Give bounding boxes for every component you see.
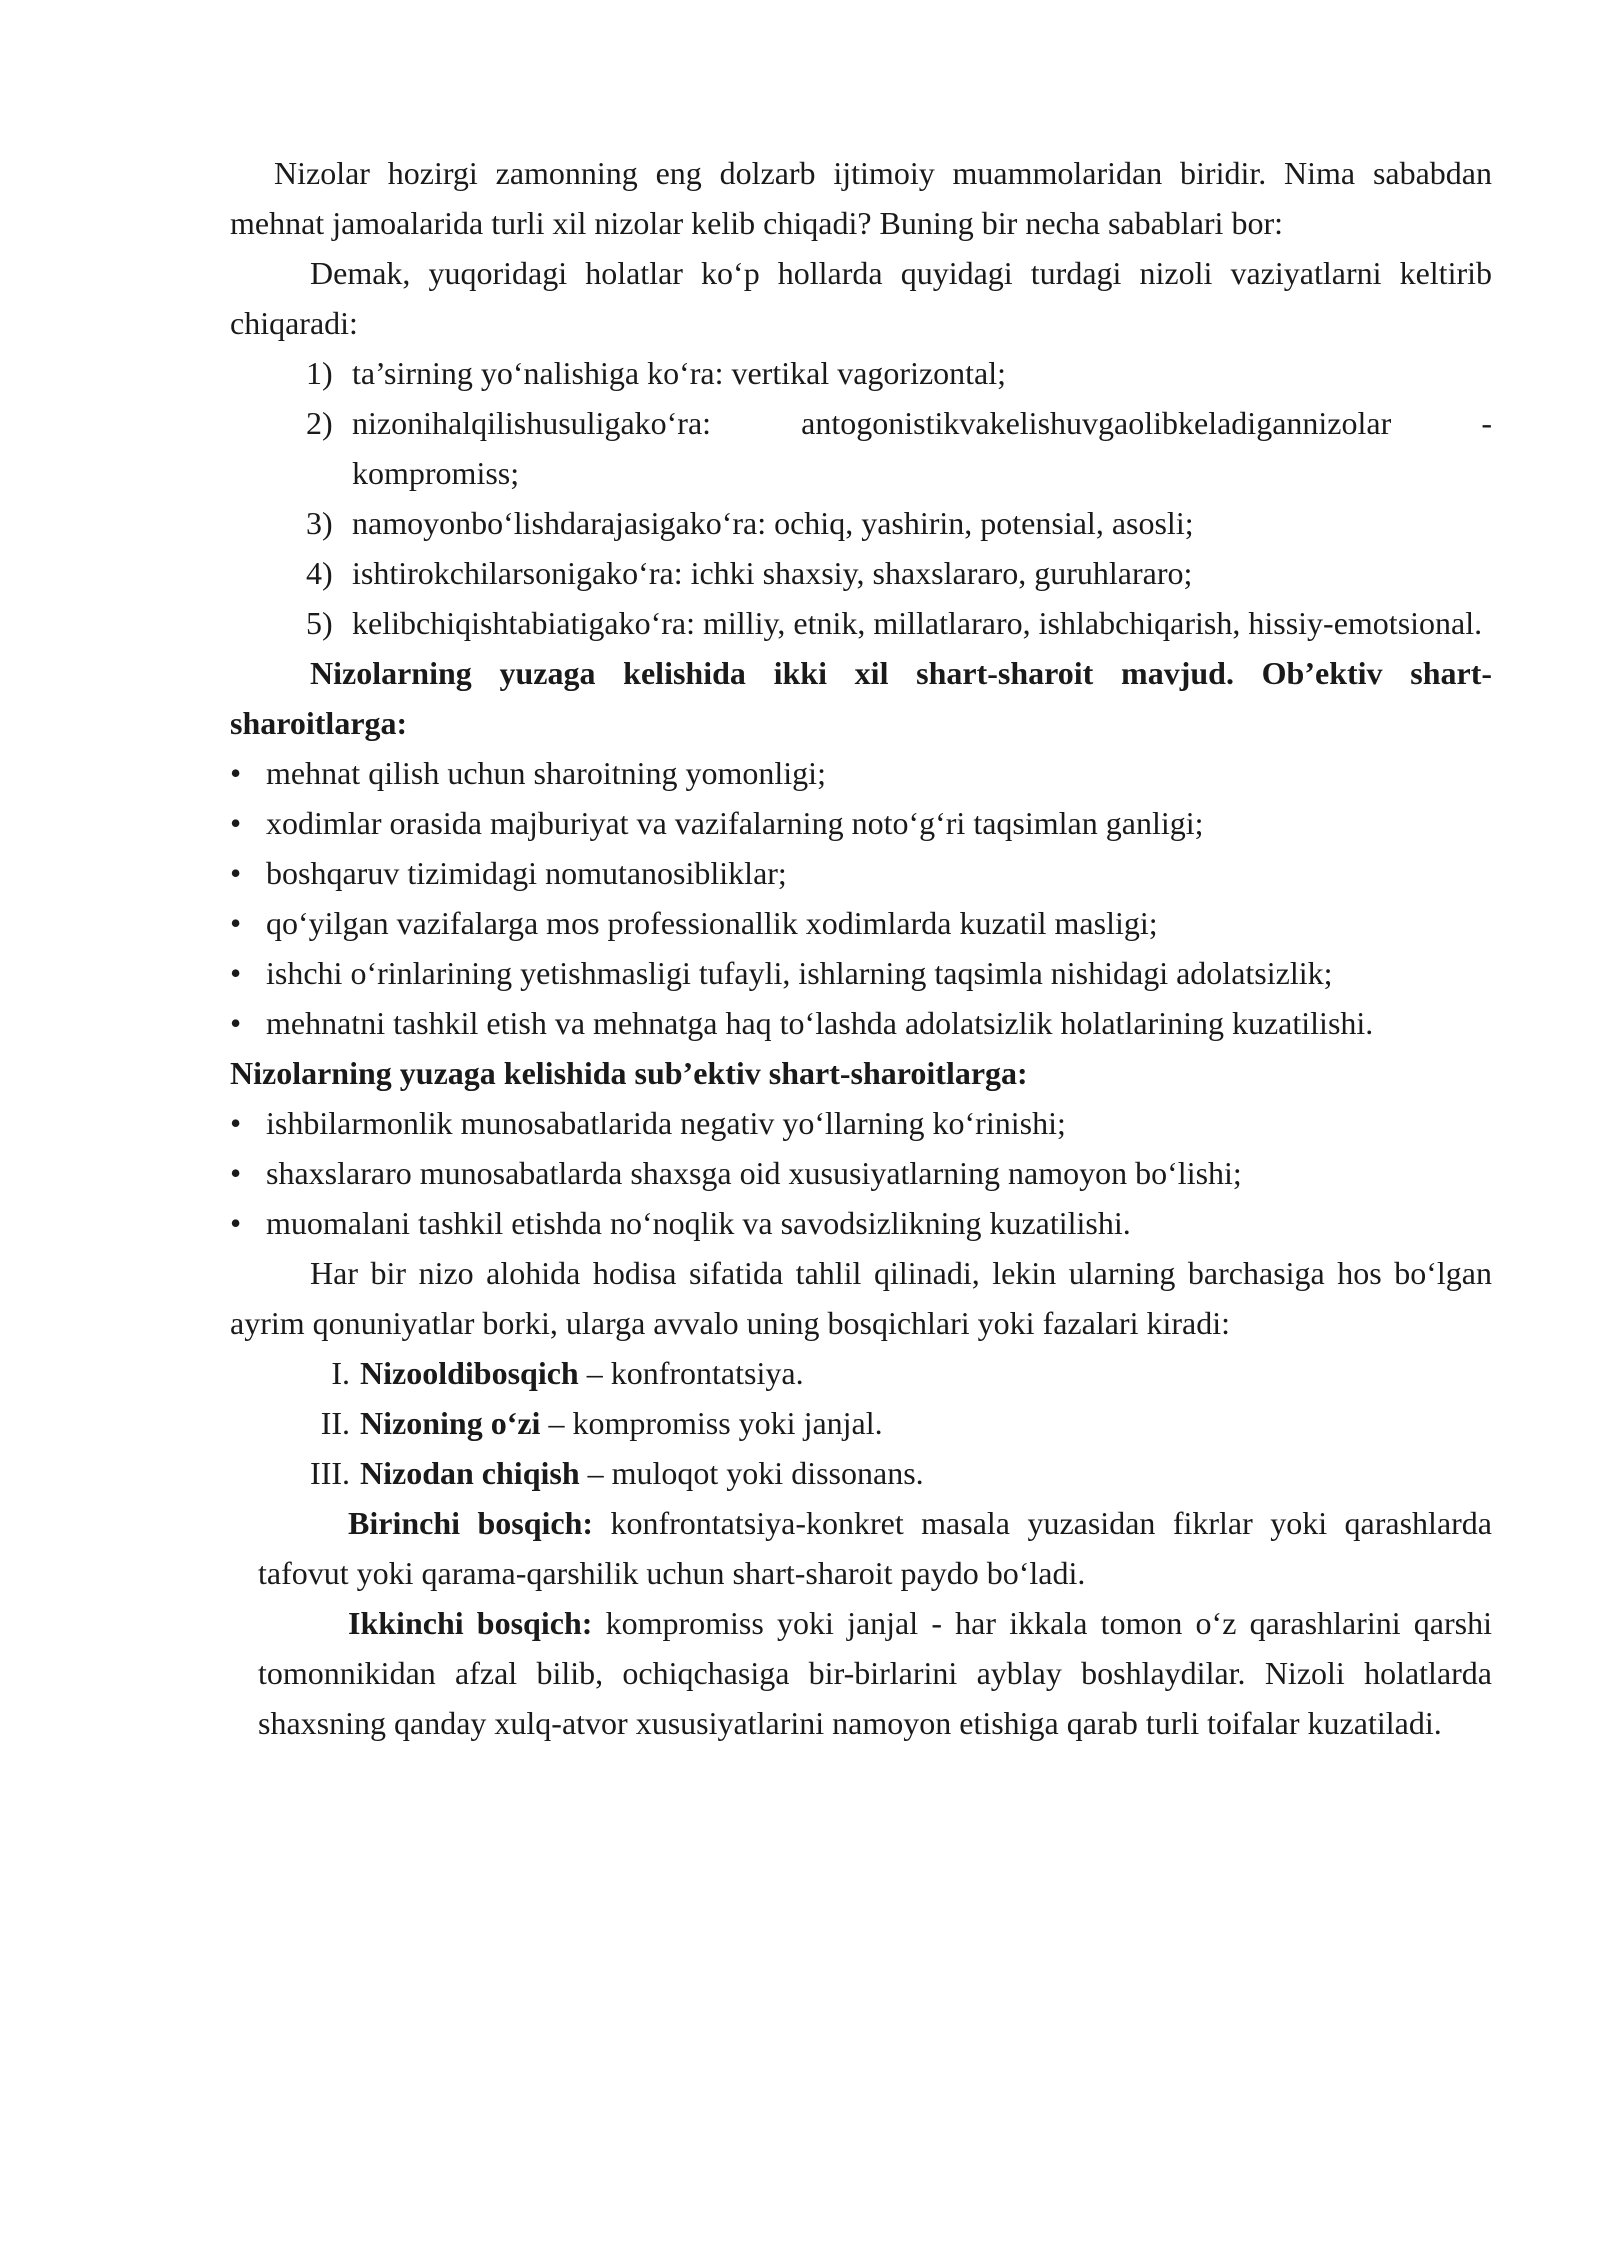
- list-number: 3): [306, 505, 333, 541]
- list-item: [306, 548, 1492, 598]
- intro-paragraph-2: Demak, yuqoridagi holatlar koʻp hollarda quyidagi turdagi nizoli vaziyatlarni keltirib chiqaradi:: [230, 255, 1492, 341]
- objective-heading: [230, 648, 1492, 748]
- stage-title: Ikkinchi bosqich:: [348, 1605, 593, 1641]
- list-number: 4): [306, 555, 333, 591]
- phase-description: – muloqot yoki dissonans.: [579, 1455, 924, 1491]
- bullet-icon: •: [230, 905, 242, 941]
- stage-text: kompromiss yoki janjal - har ikkala tomon oʻz qarashlarini qarshi tomonnikidan afzal bilib, ochiqchasiga bir-birlarini ayblay boshlaydilar. Nizoli holatlarda shaxsning qanday xulq-atvor xususiyatlarini namoyon etishiga qarab turli toifalar kuzatiladi.: [258, 1605, 1493, 1741]
- list-text: namoyonboʻlishdarajasigakoʻra: ochiq, yashirin, potensial, asosli;: [352, 505, 1194, 541]
- stage-paragraph-1: [258, 1498, 1492, 1598]
- bullet-item: [230, 998, 1492, 1048]
- bullet-icon: •: [230, 855, 242, 891]
- subjective-bullet-list: [230, 1098, 1492, 1248]
- bullet-icon: •: [230, 1105, 242, 1141]
- objective-bullet-list: [230, 748, 1492, 1048]
- bullet-icon: •: [230, 755, 242, 791]
- list-text: kelibchiqishtabiatigakoʻra: milliy, etnik, millatlararo, ishlabchiqarish, hissiy-emotsional.: [352, 605, 1483, 641]
- list-text: ishtirokchilarsonigakoʻra: ichki shaxsiy, shaxslararo, guruhlararo;: [352, 555, 1193, 591]
- bullet-text: xodimlar orasida majburiyat va vazifalarning notoʻgʻri taqsimlan ganligi;: [266, 805, 1204, 841]
- stage-paragraph-2: [258, 1598, 1492, 1748]
- bullet-text: qoʻyilgan vazifalarga mos professionallik xodimlarda kuzatil masligi;: [266, 905, 1158, 941]
- phases-intro-paragraph: Har bir nizo alohida hodisa sifatida tahlil qilinadi, lekin ularning barchasiga hos boʻlgan ayrim qonuniyatlar borki, ularga avvalo uning bosqichlari yoki fazalari kiradi:: [230, 1255, 1492, 1341]
- bullet-text: ishbilarmonlik munosabatlarida negativ yoʻllarning koʻrinishi;: [266, 1105, 1066, 1141]
- bullet-item: [230, 948, 1492, 998]
- phase-title: Nizoning oʻzi: [360, 1405, 541, 1441]
- bullet-item: [230, 898, 1492, 948]
- phase-title: Nizodan chiqish: [360, 1455, 580, 1491]
- phase-item: [278, 1448, 1492, 1498]
- stage-text: konfrontatsiya-konkret masala yuzasidan fikrlar yoki qarashlarda tafovut yoki qarama-qarshilik uchun shart-sharoit paydo boʻladi.: [258, 1505, 1493, 1591]
- phase-description: – konfrontatsiya.: [578, 1355, 804, 1391]
- list-number: 1): [306, 355, 333, 391]
- list-number: 2): [306, 405, 333, 441]
- bullet-text: boshqaruv tizimidagi nomutanosibliklar;: [266, 855, 787, 891]
- bullet-item: [230, 848, 1492, 898]
- bullet-icon: •: [230, 805, 242, 841]
- phase-title: Nizooldibosqich: [360, 1355, 579, 1391]
- bullet-item: [230, 1098, 1492, 1148]
- list-item: [306, 598, 1492, 648]
- phase-item: [278, 1398, 1492, 1448]
- bullet-icon: •: [230, 955, 242, 991]
- subjective-heading: [230, 1048, 1492, 1098]
- document-page: [230, 148, 1492, 1748]
- bullet-text: mehnat qilish uchun sharoitning yomonligi;: [266, 755, 826, 791]
- stage-title: Birinchi bosqich:: [348, 1505, 594, 1541]
- bullet-item: [230, 798, 1492, 848]
- bullet-icon: •: [230, 1005, 242, 1041]
- bullet-item: [230, 748, 1492, 798]
- bullet-icon: •: [230, 1155, 242, 1191]
- bullet-text: mehnatni tashkil etish va mehnatga haq toʻlashda adolatsizlik holatlarining kuzatilishi.: [266, 1005, 1374, 1041]
- bullet-item: [230, 1148, 1492, 1198]
- phase-description: – kompromiss yoki janjal.: [540, 1405, 883, 1441]
- bullet-item: [230, 1198, 1492, 1248]
- list-item: [306, 348, 1492, 398]
- list-item: [306, 498, 1492, 548]
- bullet-icon: •: [230, 1205, 242, 1241]
- list-text: nizonihalqilishusuligakoʻra: antogonistikvakelishuvgaolibkeladigannizolar - kompromiss;: [352, 405, 1492, 491]
- objective-heading-text: Nizolarning yuzaga kelishida ikki xil shart-sharoit mavjud. Ob’ektiv shart-sharoitlarga:: [230, 655, 1492, 741]
- intro-paragraph-1: Nizolar hozirgi zamonning eng dolzarb ijtimoiy muammolaridan biridir. Nima sababdan mehnat jamoalarida turli xil nizolar kelib chiqadi? Buning bir necha sabablari bor:: [230, 155, 1492, 241]
- bullet-text: shaxslararo munosabatlarda shaxsga oid xususiyatlarning namoyon boʻlishi;: [266, 1155, 1242, 1191]
- phases-list: [278, 1348, 1492, 1498]
- conflict-types-list: [306, 348, 1492, 648]
- phase-number: I.: [331, 1355, 350, 1391]
- subjective-heading-text: Nizolarning yuzaga kelishida sub’ektiv shart-sharoitlarga:: [230, 1055, 1028, 1091]
- bullet-text: ishchi oʻrinlarining yetishmasligi tufayli, ishlarning taqsimla nishidagi adolatsizlik;: [266, 955, 1333, 991]
- phase-number: III.: [310, 1455, 350, 1491]
- list-text: ta’sirning yoʻnalishiga koʻra: vertikal vagorizontal;: [352, 355, 1007, 391]
- list-number: 5): [306, 605, 333, 641]
- phase-number: II.: [320, 1405, 350, 1441]
- bullet-text: muomalani tashkil etishda noʻnoqlik va savodsizlikning kuzatilishi.: [266, 1205, 1131, 1241]
- phase-item: [278, 1348, 1492, 1398]
- list-item: [306, 398, 1492, 498]
